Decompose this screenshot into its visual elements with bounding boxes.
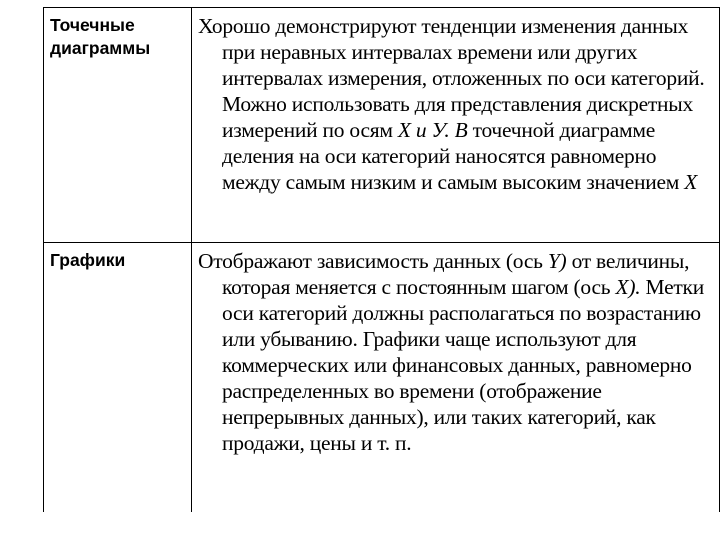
description-italic-part: Х	[684, 170, 698, 194]
description-text	[198, 13, 715, 195]
description-part: точечной диаграмме деления на оси категорий наносятся равномерно между самым низким и самым высоким значением	[222, 118, 685, 194]
description-text	[198, 248, 715, 456]
term-cell	[44, 243, 192, 513]
term-cell	[44, 8, 192, 243]
description-cell	[192, 8, 720, 243]
table-row	[44, 243, 720, 513]
description-italic-part: Y)	[547, 249, 567, 273]
table-row	[44, 8, 720, 243]
chart-types-table	[43, 7, 720, 512]
description-cell	[192, 243, 720, 513]
description-italic-part: X и У. В	[397, 118, 468, 142]
description-part: Хорошо демонстрируют тенденции изменения данных при неравных интервалах времени или других интервалах измерения, отложенных по оси категорий. Можно использовать для представления дискретных измерений по осям	[198, 14, 705, 142]
description-part: Метки оси категорий должны располагаться по возрастанию или убыванию. Графики чаще используют для коммерческих или финансовых данных, равномерно распределенных во времени (отображение непрерывных данных), или таких категорий, как продажи, цены и т. п.	[222, 275, 704, 455]
description-italic-part: Х).	[615, 275, 641, 299]
term-label: Графики	[50, 250, 126, 270]
description-part: Отображают зависимость данных (ось	[198, 249, 548, 273]
description-part: от величины, которая меняется с постоянным шагом (ось	[222, 249, 690, 299]
term-label: Точечные диаграммы	[50, 15, 151, 58]
